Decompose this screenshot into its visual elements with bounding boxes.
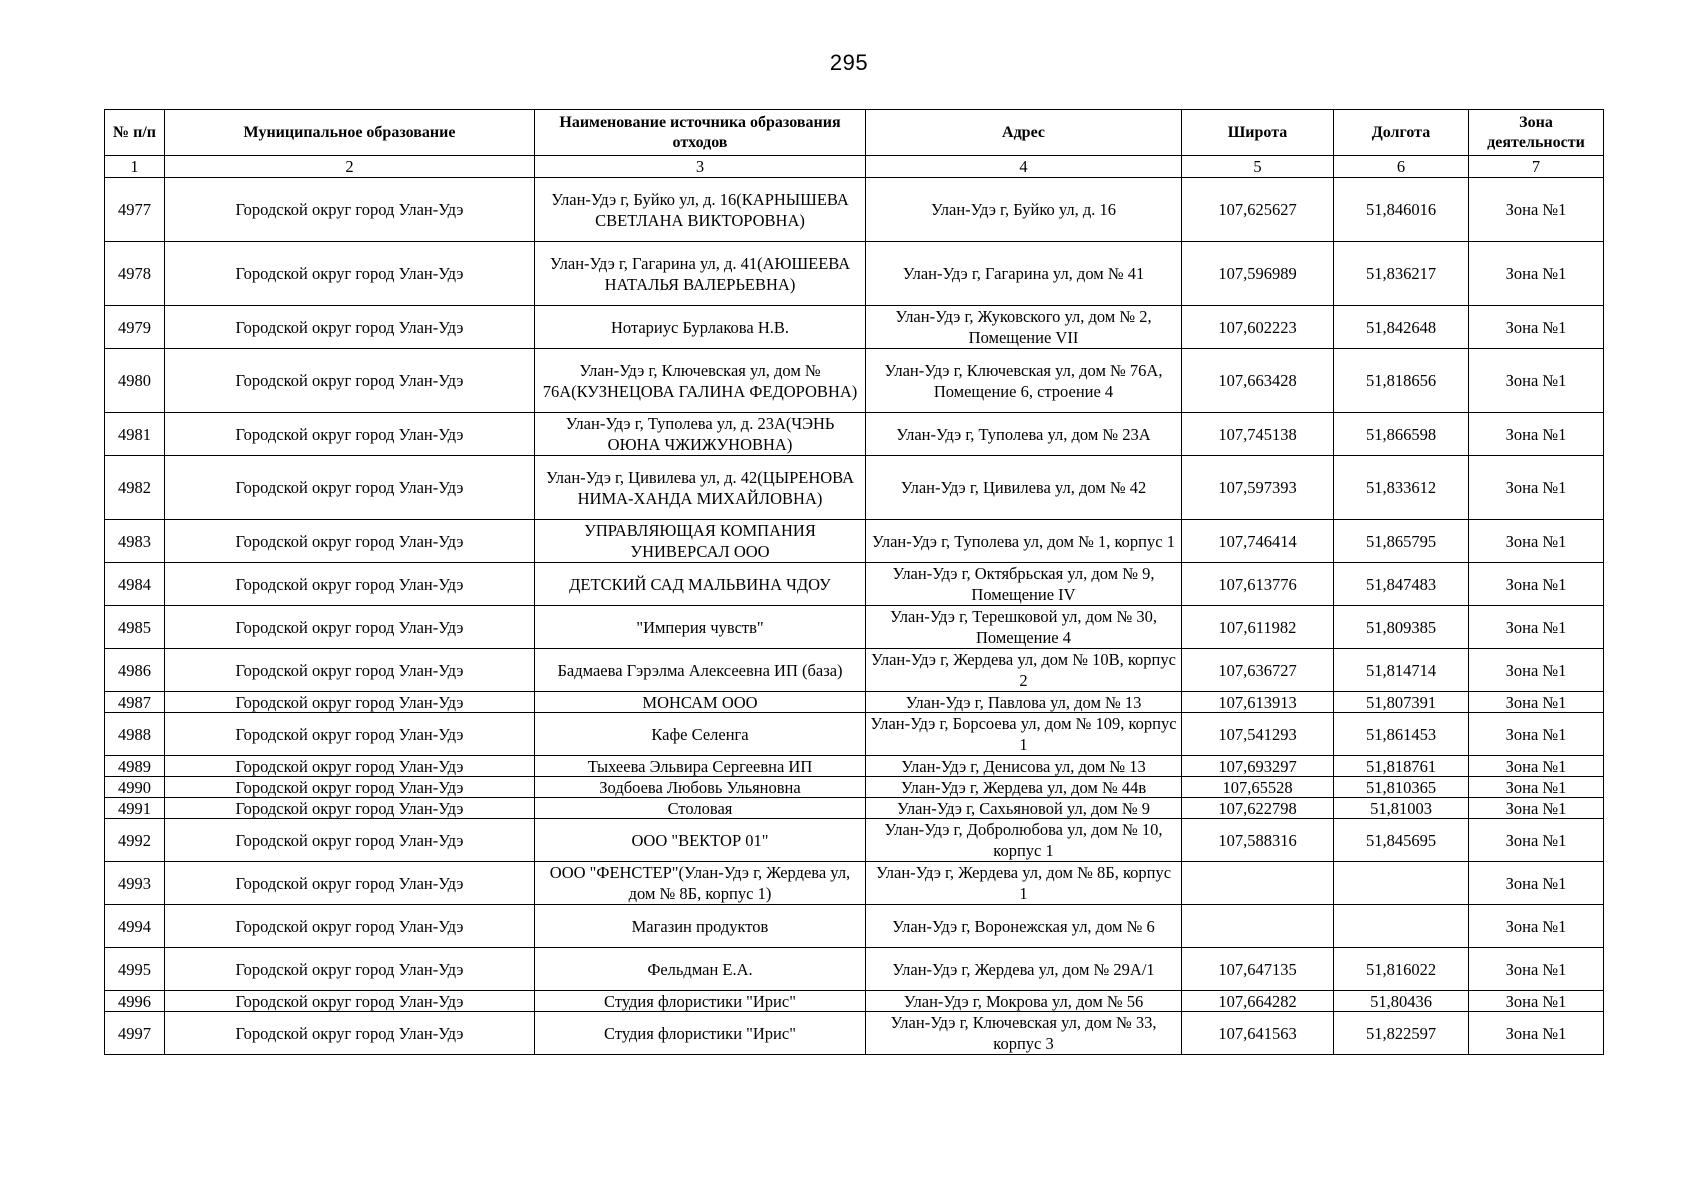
address-cell: Улан-Удэ г, Жердева ул, дом № 10В, корпус 2 [866,649,1182,692]
address-cell: Улан-Удэ г, Воронежская ул, дом № 6 [866,905,1182,948]
longitude-cell: 51,818761 [1334,756,1469,777]
source-name-cell: ООО "ФЕНСТЕР"(Улан-Удэ г, Жердева ул, дом № 8Б, корпус 1) [535,862,866,905]
zone-cell: Зона №1 [1469,862,1604,905]
longitude-cell: 51,847483 [1334,563,1469,606]
address-cell: Улан-Удэ г, Добролюбова ул, дом № 10, корпус 1 [866,819,1182,862]
source-name-cell: Столовая [535,798,866,819]
longitude-cell: 51,807391 [1334,692,1469,713]
row-index-cell: 4984 [105,563,165,606]
municipality-cell: Городской округ город Улан-Удэ [165,819,535,862]
zone-cell: Зона №1 [1469,819,1604,862]
row-index-cell: 4980 [105,349,165,413]
row-index-cell: 4983 [105,520,165,563]
latitude-cell: 107,622798 [1182,798,1334,819]
row-index-cell: 4994 [105,905,165,948]
table-row [105,862,1604,905]
address-cell: Улан-Удэ г, Гагарина ул, дом № 41 [866,242,1182,306]
zone-cell: Зона №1 [1469,413,1604,456]
latitude-cell: 107,625627 [1182,178,1334,242]
zone-cell: Зона №1 [1469,692,1604,713]
table-row [105,178,1604,242]
table-row [105,948,1604,991]
source-name-cell: ДЕТСКИЙ САД МАЛЬВИНА ЧДОУ [535,563,866,606]
municipality-cell: Городской округ город Улан-Удэ [165,520,535,563]
municipality-cell: Городской округ город Улан-Удэ [165,777,535,798]
longitude-cell: 51,846016 [1334,178,1469,242]
latitude-cell: 107,746414 [1182,520,1334,563]
zone-cell: Зона №1 [1469,178,1604,242]
table-row [105,905,1604,948]
municipality-cell: Городской округ город Улан-Удэ [165,563,535,606]
source-name-cell: "Империя чувств" [535,606,866,649]
row-index-cell: 4996 [105,991,165,1012]
latitude-cell: 107,602223 [1182,306,1334,349]
address-cell: Улан-Удэ г, Ключевская ул, дом № 33, корпус 3 [866,1012,1182,1055]
latitude-cell: 107,647135 [1182,948,1334,991]
latitude-cell: 107,596989 [1182,242,1334,306]
municipality-cell: Городской округ город Улан-Удэ [165,905,535,948]
table-row [105,798,1604,819]
municipality-cell: Городской округ город Улан-Удэ [165,991,535,1012]
longitude-cell: 51,80436 [1334,991,1469,1012]
column-number: 7 [1469,156,1604,178]
latitude-cell: 107,641563 [1182,1012,1334,1055]
latitude-cell [1182,862,1334,905]
address-cell: Улан-Удэ г, Цивилева ул, дом № 42 [866,456,1182,520]
latitude-cell: 107,65528 [1182,777,1334,798]
municipality-cell: Городской округ город Улан-Удэ [165,649,535,692]
header-municipality: Муниципальное образование [165,110,535,156]
zone-cell: Зона №1 [1469,756,1604,777]
table-row [105,713,1604,756]
row-index-cell: 4993 [105,862,165,905]
table-row [105,649,1604,692]
source-name-cell: Зодбоева Любовь Ульяновна [535,777,866,798]
address-cell: Улан-Удэ г, Жердева ул, дом № 44в [866,777,1182,798]
longitude-cell: 51,814714 [1334,649,1469,692]
longitude-cell: 51,865795 [1334,520,1469,563]
municipality-cell: Городской округ город Улан-Удэ [165,456,535,520]
municipality-cell: Городской округ город Улан-Удэ [165,798,535,819]
row-index-cell: 4985 [105,606,165,649]
table-row [105,563,1604,606]
source-name-cell: УПРАВЛЯЮЩАЯ КОМПАНИЯ УНИВЕРСАЛ ООО [535,520,866,563]
municipality-cell: Городской округ город Улан-Удэ [165,242,535,306]
table-row [105,777,1604,798]
longitude-cell: 51,833612 [1334,456,1469,520]
municipality-cell: Городской округ город Улан-Удэ [165,948,535,991]
row-index-cell: 4997 [105,1012,165,1055]
source-name-cell: Студия флористики "Ирис" [535,991,866,1012]
table-row [105,413,1604,456]
row-index-cell: 4987 [105,692,165,713]
municipality-cell: Городской округ город Улан-Удэ [165,756,535,777]
latitude-cell: 107,664282 [1182,991,1334,1012]
zone-cell: Зона №1 [1469,798,1604,819]
latitude-cell: 107,693297 [1182,756,1334,777]
latitude-cell: 107,611982 [1182,606,1334,649]
row-index-cell: 4992 [105,819,165,862]
header-latitude: Широта [1182,110,1334,156]
source-name-cell: Улан-Удэ г, Туполева ул, д. 23А(ЧЭНЬ ОЮНА ЧЖИЖУНОВНА) [535,413,866,456]
latitude-cell: 107,597393 [1182,456,1334,520]
row-index-cell: 4978 [105,242,165,306]
column-number: 6 [1334,156,1469,178]
table-row [105,991,1604,1012]
table-row [105,756,1604,777]
source-name-cell: Улан-Удэ г, Ключевская ул, дом № 76А(КУЗНЕЦОВА ГАЛИНА ФЕДОРОВНА) [535,349,866,413]
latitude-cell: 107,588316 [1182,819,1334,862]
zone-cell: Зона №1 [1469,991,1604,1012]
source-name-cell: Кафе Селенга [535,713,866,756]
longitude-cell: 51,866598 [1334,413,1469,456]
header-zone: Зона деятельности [1469,110,1604,156]
latitude-cell: 107,541293 [1182,713,1334,756]
address-cell: Улан-Удэ г, Жердева ул, дом № 29А/1 [866,948,1182,991]
municipality-cell: Городской округ город Улан-Удэ [165,713,535,756]
header-source-name: Наименование источника образования отходов [535,110,866,156]
address-cell: Улан-Удэ г, Жуковского ул, дом № 2, Помещение VII [866,306,1182,349]
longitude-cell: 51,818656 [1334,349,1469,413]
row-index-cell: 4979 [105,306,165,349]
table-row [105,1012,1604,1055]
latitude-cell: 107,613776 [1182,563,1334,606]
source-name-cell: Бадмаева Гэрэлма Алексеевна ИП (база) [535,649,866,692]
latitude-cell: 107,613913 [1182,692,1334,713]
longitude-cell [1334,862,1469,905]
zone-cell: Зона №1 [1469,456,1604,520]
longitude-cell: 51,816022 [1334,948,1469,991]
longitude-cell: 51,809385 [1334,606,1469,649]
source-name-cell: ООО "ВЕКТОР 01" [535,819,866,862]
municipality-cell: Городской округ город Улан-Удэ [165,606,535,649]
table-body [105,178,1604,1055]
zone-cell: Зона №1 [1469,606,1604,649]
source-name-cell: Улан-Удэ г, Буйко ул, д. 16(КАРНЫШЕВА СВЕТЛАНА ВИКТОРОВНА) [535,178,866,242]
municipality-cell: Городской округ город Улан-Удэ [165,178,535,242]
source-name-cell: Студия флористики "Ирис" [535,1012,866,1055]
address-cell: Улан-Удэ г, Туполева ул, дом № 23А [866,413,1182,456]
source-name-cell: МОНСАМ ООО [535,692,866,713]
row-index-cell: 4990 [105,777,165,798]
address-cell: Улан-Удэ г, Мокрова ул, дом № 56 [866,991,1182,1012]
longitude-cell: 51,842648 [1334,306,1469,349]
source-name-cell: Магазин продуктов [535,905,866,948]
address-cell: Улан-Удэ г, Борсоева ул, дом № 109, корпус 1 [866,713,1182,756]
zone-cell: Зона №1 [1469,948,1604,991]
address-cell: Улан-Удэ г, Жердева ул, дом № 8Б, корпус 1 [866,862,1182,905]
longitude-cell: 51,81003 [1334,798,1469,819]
table-row [105,819,1604,862]
zone-cell: Зона №1 [1469,520,1604,563]
column-number: 1 [105,156,165,178]
address-cell: Улан-Удэ г, Сахьяновой ул, дом № 9 [866,798,1182,819]
row-index-cell: 4995 [105,948,165,991]
latitude-cell: 107,636727 [1182,649,1334,692]
row-index-cell: 4989 [105,756,165,777]
zone-cell: Зона №1 [1469,306,1604,349]
column-number-row [105,156,1604,178]
column-number: 3 [535,156,866,178]
municipality-cell: Городской округ город Улан-Удэ [165,692,535,713]
address-cell: Улан-Удэ г, Ключевская ул, дом № 76А, Помещение 6, строение 4 [866,349,1182,413]
table-row [105,349,1604,413]
zone-cell: Зона №1 [1469,713,1604,756]
address-cell: Улан-Удэ г, Буйко ул, д. 16 [866,178,1182,242]
column-number: 4 [866,156,1182,178]
header-longitude: Долгота [1334,110,1469,156]
latitude-cell: 107,745138 [1182,413,1334,456]
zone-cell: Зона №1 [1469,1012,1604,1055]
row-index-cell: 4991 [105,798,165,819]
row-index-cell: 4981 [105,413,165,456]
zone-cell: Зона №1 [1469,349,1604,413]
address-cell: Улан-Удэ г, Октябрьская ул, дом № 9, Помещение IV [866,563,1182,606]
municipality-cell: Городской округ город Улан-Удэ [165,862,535,905]
column-number: 2 [165,156,535,178]
zone-cell: Зона №1 [1469,777,1604,798]
page-number: 295 [829,50,869,75]
table-header-row [105,110,1604,156]
zone-cell: Зона №1 [1469,905,1604,948]
waste-sources-table [104,109,1604,1055]
zone-cell: Зона №1 [1469,242,1604,306]
address-cell: Улан-Удэ г, Денисова ул, дом № 13 [866,756,1182,777]
header-address: Адрес [866,110,1182,156]
row-index-cell: 4986 [105,649,165,692]
municipality-cell: Городской округ город Улан-Удэ [165,1012,535,1055]
source-name-cell: Улан-Удэ г, Цивилева ул, д. 42(ЦЫРЕНОВА НИМА-ХАНДА МИХАЙЛОВНА) [535,456,866,520]
address-cell: Улан-Удэ г, Павлова ул, дом № 13 [866,692,1182,713]
longitude-cell: 51,861453 [1334,713,1469,756]
address-cell: Улан-Удэ г, Терешковой ул, дом № 30, Помещение 4 [866,606,1182,649]
zone-cell: Зона №1 [1469,563,1604,606]
longitude-cell: 51,810365 [1334,777,1469,798]
table-row [105,606,1604,649]
column-number: 5 [1182,156,1334,178]
longitude-cell [1334,905,1469,948]
header-index: № п/п [105,110,165,156]
row-index-cell: 4982 [105,456,165,520]
table-row [105,456,1604,520]
source-name-cell: Улан-Удэ г, Гагарина ул, д. 41(АЮШЕЕВА НАТАЛЬЯ ВАЛЕРЬЕВНА) [535,242,866,306]
municipality-cell: Городской округ город Улан-Удэ [165,349,535,413]
address-cell: Улан-Удэ г, Туполева ул, дом № 1, корпус 1 [866,520,1182,563]
longitude-cell: 51,836217 [1334,242,1469,306]
municipality-cell: Городской округ город Улан-Удэ [165,306,535,349]
table-row [105,242,1604,306]
source-name-cell: Нотариус Бурлакова Н.В. [535,306,866,349]
row-index-cell: 4988 [105,713,165,756]
longitude-cell: 51,822597 [1334,1012,1469,1055]
table-row [105,692,1604,713]
latitude-cell [1182,905,1334,948]
table-row [105,306,1604,349]
municipality-cell: Городской округ город Улан-Удэ [165,413,535,456]
longitude-cell: 51,845695 [1334,819,1469,862]
source-name-cell: Фельдман Е.А. [535,948,866,991]
row-index-cell: 4977 [105,178,165,242]
zone-cell: Зона №1 [1469,649,1604,692]
table-row [105,520,1604,563]
latitude-cell: 107,663428 [1182,349,1334,413]
source-name-cell: Тыхеева Эльвира Сергеевна ИП [535,756,866,777]
